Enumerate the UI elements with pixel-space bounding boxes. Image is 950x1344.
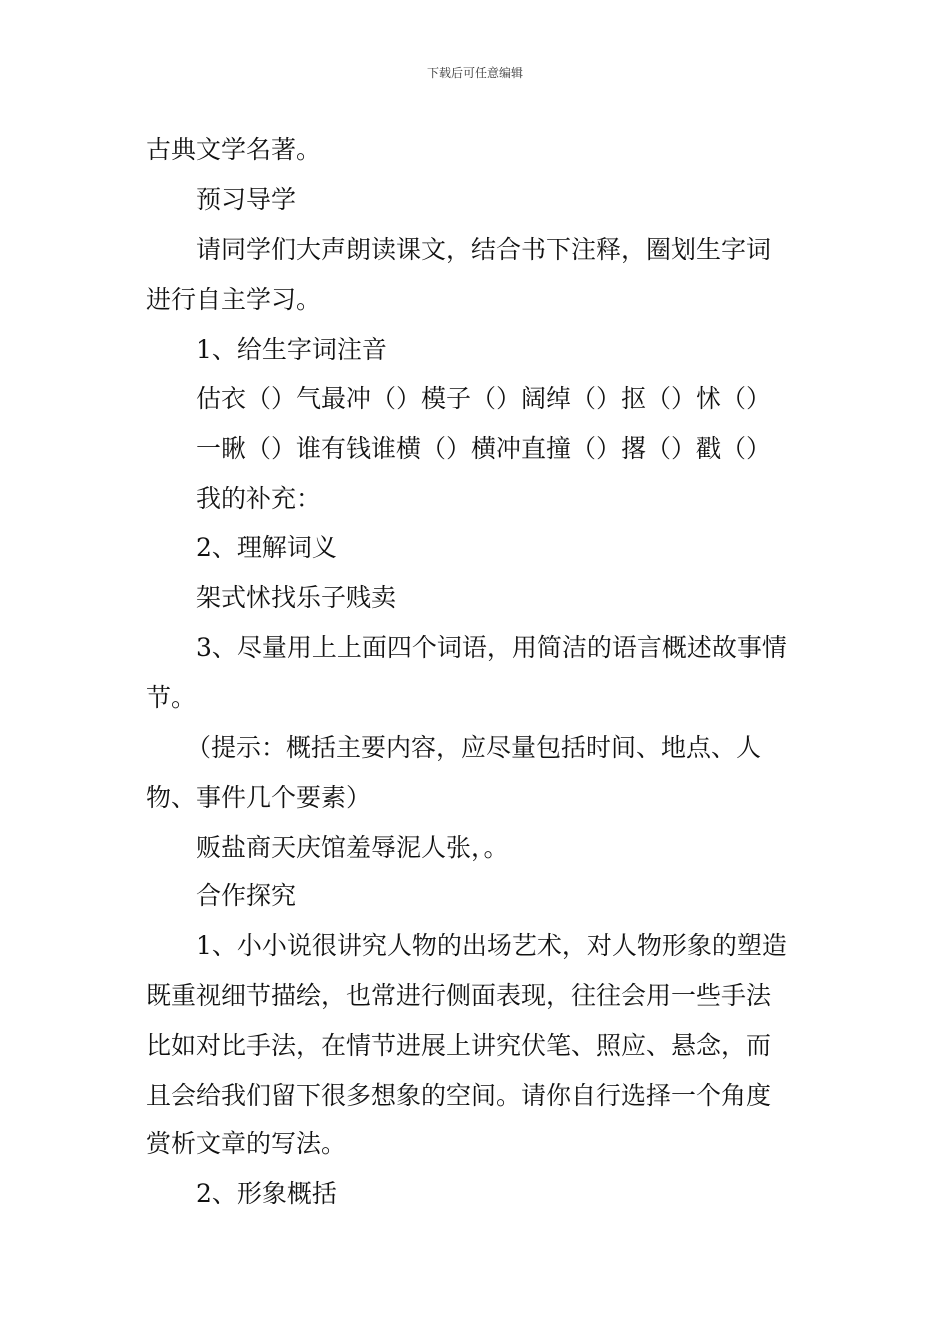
body-line: 既重视细节描绘，也常进行侧面表现，往往会用一些手法 bbox=[146, 981, 772, 1010]
question-line: 1、小小说很讲究人物的出场艺术，对人物形象的塑造 bbox=[196, 931, 787, 960]
section-heading: 合作探究 bbox=[196, 881, 297, 910]
vocab-line: 一瞅（）谁有钱谁横（）横冲直撞（）撂（）戳（） bbox=[196, 434, 772, 463]
page-header-note: 下载后可任意编辑 bbox=[426, 66, 523, 80]
vocab-line: 估衣（）气最冲（）模子（）阔绰（）抠（）怵（） bbox=[196, 384, 772, 413]
body-line: 请同学们大声朗读课文，结合书下注释，圈划生字词 bbox=[196, 235, 772, 264]
question-heading: 2、理解词义 bbox=[196, 533, 337, 562]
body-line: 我的补充： bbox=[196, 484, 322, 513]
body-line: 比如对比手法，在情节进展上讲究伏笔、照应、悬念，而 bbox=[146, 1031, 772, 1060]
question-heading: 1、给生字词注音 bbox=[196, 335, 387, 364]
body-line: 赏析文章的写法。 bbox=[146, 1129, 347, 1158]
question-heading: 2、形象概括 bbox=[196, 1179, 337, 1208]
body-line: 贩盐商天庆馆羞辱泥人张，。 bbox=[196, 833, 509, 862]
vocab-line: 架式怵找乐子贱卖 bbox=[196, 583, 397, 612]
hint-line: （提示：概括主要内容，应尽量包括时间、地点、人 bbox=[186, 733, 762, 762]
body-line: 古典文学名著。 bbox=[146, 135, 322, 164]
question-line: 3、尽量用上上面四个词语，用简洁的语言概述故事情 bbox=[196, 633, 787, 662]
body-line: 且会给我们留下很多想象的空间。请你自行选择一个角度 bbox=[146, 1081, 772, 1110]
section-heading: 预习导学 bbox=[196, 185, 297, 214]
hint-line: 物、事件几个要素） bbox=[146, 783, 372, 812]
body-line: 进行自主学习。 bbox=[146, 285, 322, 314]
body-line: 节。 bbox=[146, 683, 197, 712]
